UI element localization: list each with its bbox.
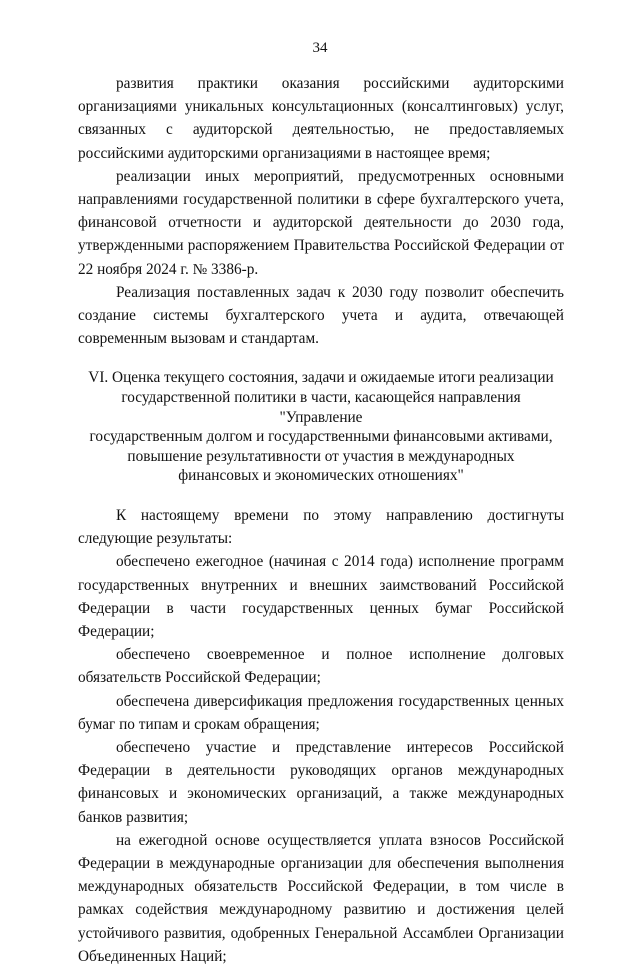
paragraph-results-intro: К настоящему времени по этому направлению достигнуты следующие результаты: xyxy=(78,507,564,548)
paragraph-borrowing-programs: обеспечено ежегодное (начиная с 2014 года) исполнение программ государственных внутренних и внешних заимствований Российской Федерации в части государственных ценных бумаг Российской Федерации; xyxy=(78,553,564,641)
paragraph-auditing-consulting: развития практики оказания российскими аудиторскими организациями уникальных консультационных (консалтинговых) услуг, связанных с аудиторской деятельностью, не предоставляемых российскими аудиторскими организациями в настоящее время; xyxy=(78,75,564,162)
section-heading-line: государственной политики в части, касающейся направления "Управление xyxy=(121,389,521,426)
paragraph-2030-goals: Реализация поставленных задач к 2030 году позволит обеспечить создание системы бухгалтерского учета и аудита, отвечающей современным вызовам и стандартам. xyxy=(78,283,564,348)
section-heading xyxy=(78,368,564,486)
section-heading-line: государственным долгом и государственными финансовыми активами, xyxy=(89,428,553,446)
section-heading-line: VI. Оценка текущего состояния, задачи и ожидаемые итоги реализации xyxy=(88,369,554,387)
section-heading-line: повышение результативности от участия в международных xyxy=(127,447,515,465)
paragraph-debt-obligations: обеспечено своевременное и полное исполнение долговых обязательств Российской Федерации; xyxy=(78,646,564,687)
paragraph-international-participation: обеспечено участие и представление интересов Российской Федерации в деятельности руководящих органов международных финансовых и экономических организаций, а также международных банков развития; xyxy=(78,739,564,826)
page-number: 34 xyxy=(312,40,328,56)
paragraph-international-contributions: на ежегодной основе осуществляется уплата взносов Российской Федерации в международные организации для обеспечения выполнения международных обязательств Российской Федерации, в том числе в рамках содействия международному развитию и достижения целей устойчивого развития, одобренных Генеральной Ассамблеи Организации Объединенных Наций; xyxy=(78,831,564,965)
paragraph-other-measures: реализации иных мероприятий, предусмотренных основными направлениями государственной политики в сфере бухгалтерского учета, финансовой отчетности и аудиторской деятельности до 2030 года, утвержденными распоряжением Правительства Российской Федерации от 22 ноября 2024 г. № 3386-р. xyxy=(78,167,564,278)
section-heading-line: финансовых и экономических отношениях" xyxy=(178,467,464,485)
document-body xyxy=(78,72,564,968)
paragraph-securities-diversification: обеспечена диверсификация предложения государственных ценных бумаг по типам и срокам обращения; xyxy=(78,692,564,733)
